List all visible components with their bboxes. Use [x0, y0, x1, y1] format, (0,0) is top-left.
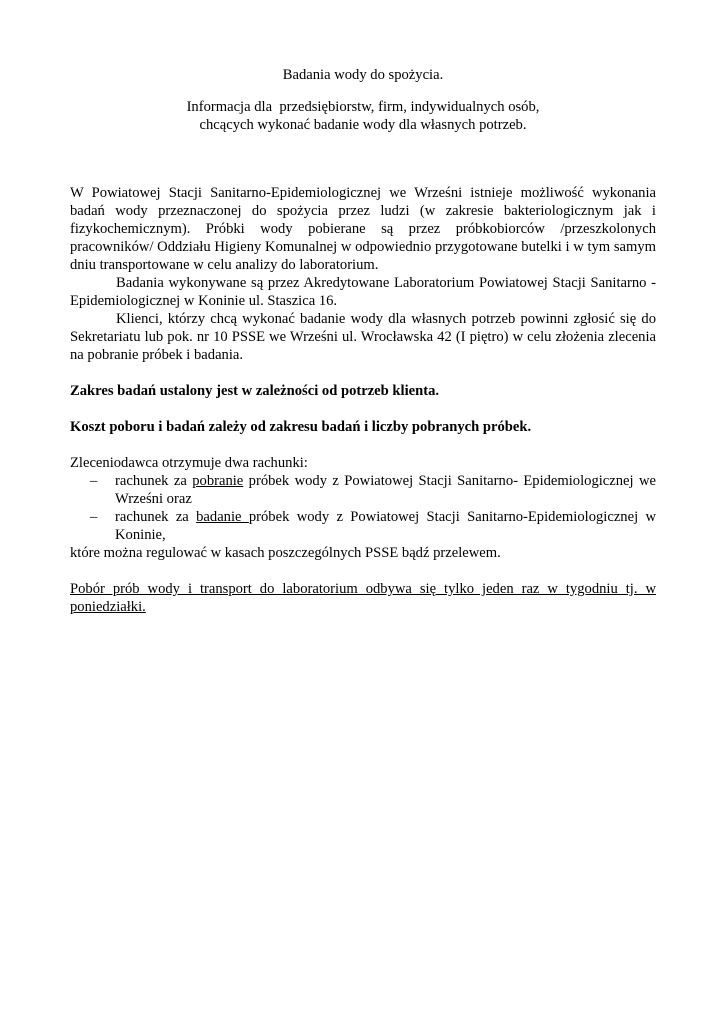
invoices-intro: Zleceniodawca otrzymuje dwa rachunki:: [70, 455, 308, 471]
scope-note: Zakres badań ustalony jest w zależności od potrzeb klienta.: [70, 383, 440, 399]
collection-schedule-note: Pobór prób wody i transport do laboratorium odbywa się tylko jeden raz w tygodniu tj. w poniedziałki.: [70, 581, 656, 615]
paragraph-laboratory: Badania wykonywane są przez Akredytowane Laboratorium Powiatowej Stacji Sanitarno - Epidemiologicznej w Koninie ul. Staszica 16.: [70, 275, 656, 309]
invoice-underlined: pobranie: [192, 473, 244, 489]
payment-note: które można regulować w kasach poszczególnych PSSE bądź przelewem.: [70, 545, 501, 561]
document-subtitle: [70, 98, 656, 134]
invoice-prefix: rachunek za: [115, 473, 193, 489]
subtitle-line-1: Informacja dla przedsiębiorstw, firm, indywidualnych osób,: [186, 99, 540, 115]
list-item: [70, 508, 656, 544]
invoice-underlined: badanie: [196, 509, 249, 525]
invoice-suffix: próbek wody z Powiatowej Stacji Sanitarno- Epidemiologicznej we Wrześni oraz: [115, 473, 656, 507]
dash-bullet-icon: –: [90, 509, 98, 525]
document-page: [70, 66, 656, 631]
subtitle-line-2: chcących wykonać badanie wody dla własnych potrzeb.: [199, 117, 527, 133]
cost-note: Koszt poboru i badań zależy od zakresu badań i liczby pobranych próbek.: [70, 419, 532, 435]
invoice-suffix: próbek wody z Powiatowej Stacji Sanitarno-Epidemiologicznej w Koninie,: [115, 509, 657, 543]
document-title: Badania wody do spożycia.: [282, 67, 444, 83]
paragraph-services: W Powiatowej Stacji Sanitarno-Epidemiologicznej we Wrześni istnieje możliwość wykonania badań wody przeznaczonej do spożycia przez ludzi (w zakresie bakteriologicznym jak i fizykochemicznym). Próbki wody pobierane są przez próbkobiorców /przeszkolonych pracowników/ Oddziału Higieny Komunalnej w odpowiednio przygotowane butelki i w tym samym dniu transportowane w celu analizy do laboratorium.: [70, 185, 656, 273]
invoice-prefix: rachunek za: [115, 509, 197, 525]
list-item: [70, 472, 656, 508]
paragraph-clients: Klienci, którzy chcą wykonać badanie wody dla własnych potrzeb powinni zgłosić się do Sekretariatu lub pok. nr 10 PSSE we Wrześni ul. Wrocławska 42 (I piętro) w celu złożenia zlecenia na pobranie próbek i badania.: [70, 311, 656, 363]
invoice-list: [70, 472, 656, 544]
dash-bullet-icon: –: [90, 473, 98, 489]
